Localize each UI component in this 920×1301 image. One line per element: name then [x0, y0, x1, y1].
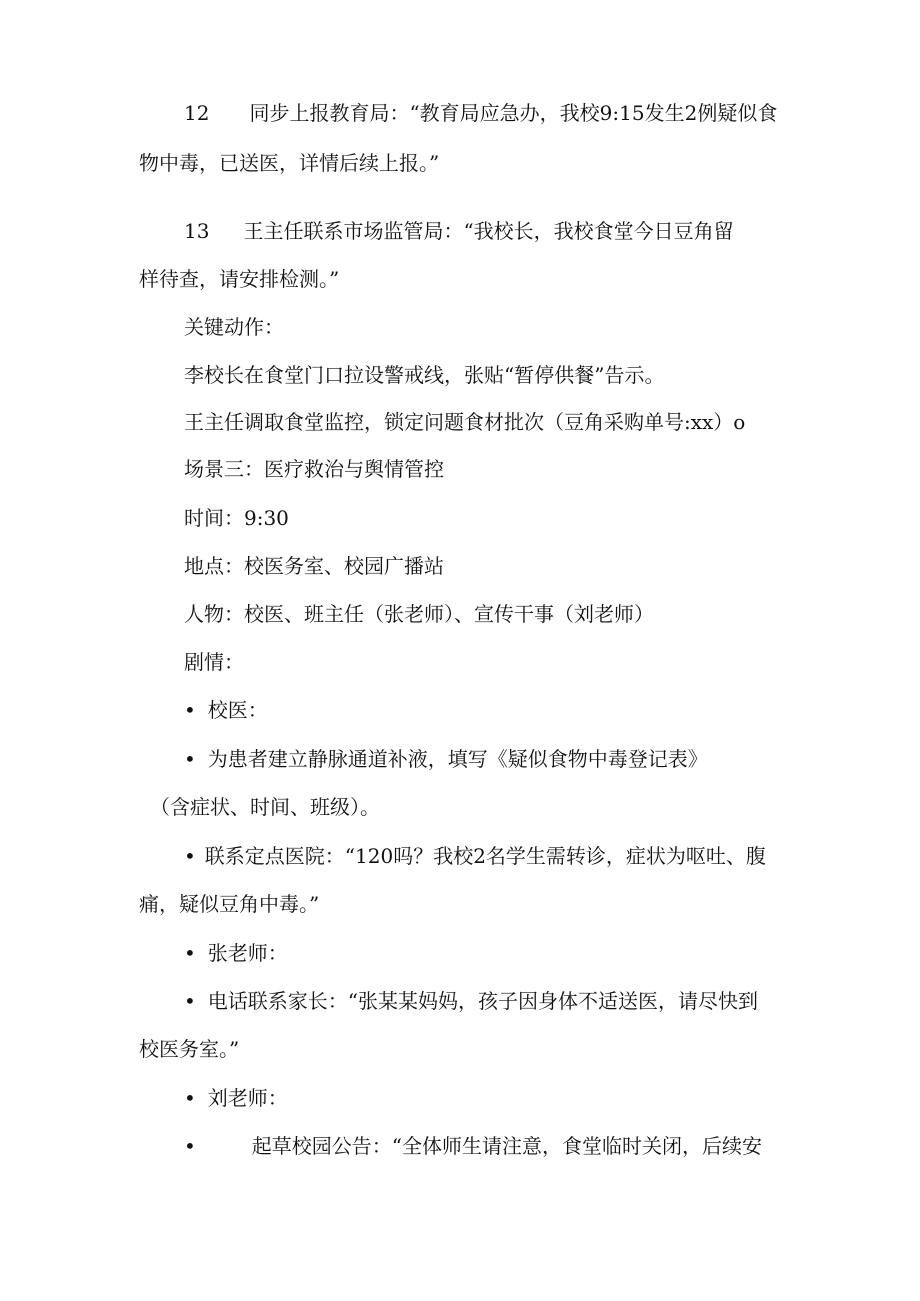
key-actions-heading: 关键动作：	[184, 315, 284, 339]
item-13-number: 13	[184, 219, 210, 243]
scene-3-location: 地点：校医务室、校园广播站	[184, 554, 444, 578]
doctor-task-2-line2: 痛，疑似豆角中毒。”	[139, 892, 320, 916]
doctor-task-1-text: 为患者建立静脉通道补液，填写《疑似食物中毒登记表》	[207, 747, 708, 771]
zhang-task-line2: 校医务室。”	[139, 1037, 240, 1061]
scene-3-title: 场景三：医疗救治与舆情管控	[184, 457, 444, 481]
doctor-task-2-text: 联系定点医院：“120吗？我校2名学生需转诊，症状为呕吐、腹	[204, 844, 766, 868]
bullet-liu-task	[184, 1134, 762, 1158]
item-12-text: 同步上报教育局：“教育局应急办，我校9:15发生2例疑似食	[249, 101, 778, 125]
liu-label: 刘老师：	[207, 1086, 288, 1110]
bullet-icon: •	[184, 1134, 196, 1158]
key-action-2: 王主任调取食堂监控，锁定问题食材批次（豆角采购单号:xx）o	[184, 410, 746, 434]
zhang-label: 张老师：	[207, 941, 288, 965]
scene-3-time: 时间：9:30	[184, 506, 289, 530]
item-12-number: 12	[184, 101, 210, 125]
doctor-label: 校医：	[207, 698, 268, 722]
item-13-line2: 样待查，请安排检测。”	[139, 267, 340, 291]
bullet-icon: •	[184, 698, 196, 722]
bullet-zhang-task	[184, 989, 758, 1013]
liu-task-text: 起草校园公告：“全体师生请注意，食堂临时关闭，后续安	[251, 1134, 763, 1158]
bullet-liu-label	[184, 1086, 288, 1110]
bullet-doctor-task-2	[184, 844, 766, 868]
scene-3-plot-label: 剧情：	[184, 650, 244, 674]
bullet-icon: •	[184, 844, 196, 868]
item-12-line2: 物中毒，已送医，详情后续上报。”	[139, 151, 440, 175]
bullet-icon: •	[184, 989, 196, 1013]
bullet-zhang-label	[184, 941, 288, 965]
bullet-icon: •	[184, 1086, 196, 1110]
bullet-icon: •	[184, 747, 196, 771]
zhang-task-text: 电话联系家长：“张某某妈妈，孩子因身体不适送医，请尽快到	[207, 989, 759, 1013]
scene-3-people: 人物：校医、班主任（张老师）、宣传干事（刘老师）	[184, 602, 654, 626]
item-13-text: 王主任联系市场监管局：“我校长，我校食堂今日豆角留	[243, 219, 734, 243]
item-12-line1	[184, 101, 777, 125]
bullet-icon: •	[184, 941, 196, 965]
doctor-task-1-line2: （含症状、时间、班级）。	[150, 795, 380, 819]
item-13-line1	[184, 219, 734, 243]
bullet-doctor-label	[184, 698, 268, 722]
bullet-doctor-task-1	[184, 747, 708, 771]
key-action-1: 李校长在食堂门口拉设警戒线，张贴“暂停供餐”告示。	[184, 363, 665, 387]
